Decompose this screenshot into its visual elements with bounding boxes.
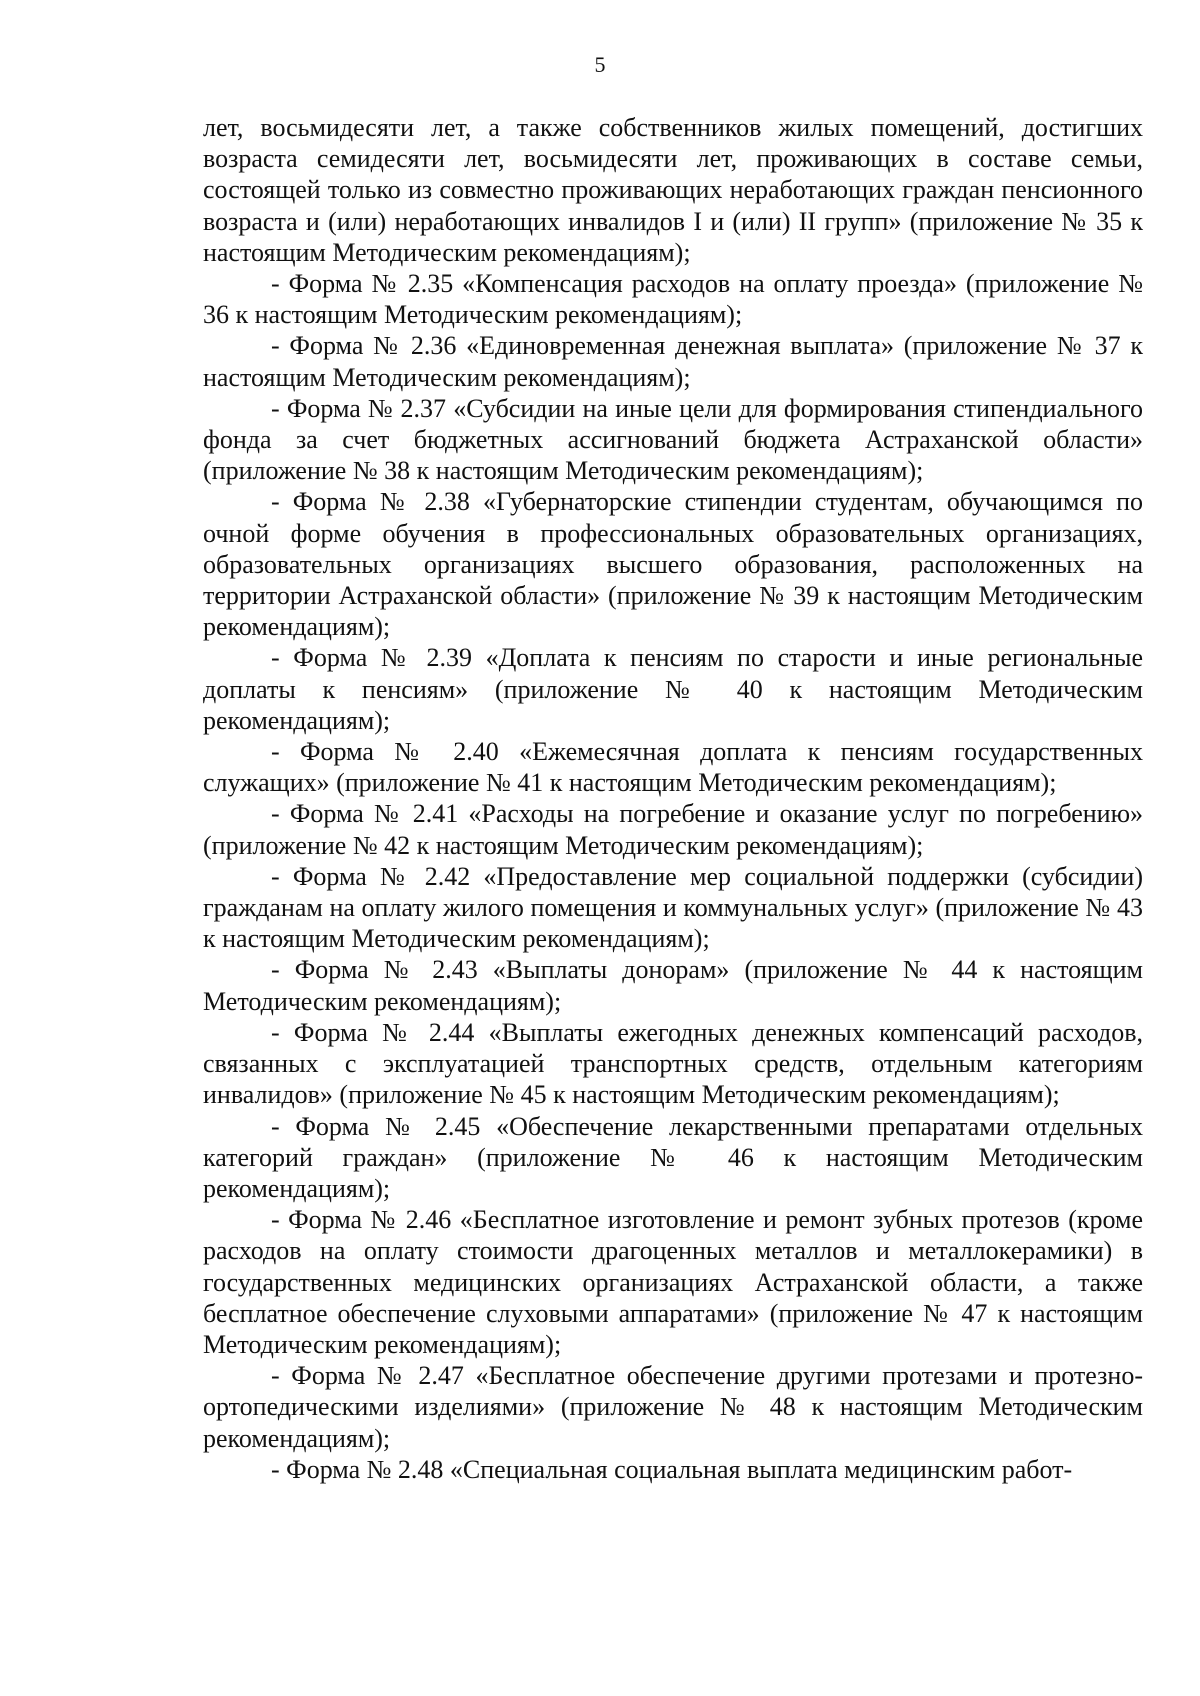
list-item-form-2-42: - Форма № 2.42 «Предоставление мер социальной поддержки (субсидии) гражданам на оплату жилого помещения и коммунальных услуг» (приложение № 43 к настоящим Методическим рекомендациям); [203, 861, 1143, 954]
list-item-form-2-43: - Форма № 2.43 «Выплаты донорам» (приложение № 44 к настоящим Методическим рекомендациям); [203, 955, 1143, 1016]
list-item-form-2-38: - Форма № 2.38 «Губернаторские стипендии студентам, обучающимся по очной форме обучения в профессиональных образовательных организациях, образовательных организациях высшего образования, расположенных на территории Астраханской области» (приложение № 39 к настоящим Методическим рекомендациям); [203, 487, 1143, 642]
paragraph-continuation: лет, восьмидесяти лет, а также собственников жилых помещений, достигших возраста семидесяти лет, восьмидесяти лет, проживающих в составе семьи, состоящей только из совместно проживающих неработающих граждан пенсионного возраста и (или) неработающих инвалидов I и (или) II групп» (приложение № 35 к настоящим Методическим рекомендациям); [203, 113, 1143, 267]
list-item-form-2-45: - Форма № 2.45 «Обеспечение лекарственными препаратами отдельных категорий граждан» (приложение № 46 к настоящим Методическим рекомендациям); [203, 1111, 1143, 1203]
list-item-form-2-47: - Форма № 2.47 «Бесплатное обеспечение другими протезами и протезно-ортопедическими изделиями» (приложение № 48 к настоящим Методическим рекомендациям); [203, 1361, 1143, 1453]
list-item-form-2-48: - Форма № 2.48 «Специальная социальная выплата медицинским работ- [271, 1454, 1073, 1484]
document-body [203, 112, 1143, 1485]
list-item-form-2-35: - Форма № 2.35 «Компенсация расходов на оплату проезда» (приложение № 36 к настоящим Методическим рекомендациям); [203, 269, 1143, 330]
list-item-form-2-36: - Форма № 2.36 «Единовременная денежная выплата» (приложение № 37 к настоящим Методическим рекомендациям); [203, 331, 1143, 392]
list-item-form-2-44: - Форма № 2.44 «Выплаты ежегодных денежных компенсаций расходов, связанных с эксплуатацией транспортных средств, отдельным категориям инвалидов» (приложение № 45 к настоящим Методическим рекомендациям); [203, 1017, 1143, 1110]
list-item-form-2-37: - Форма № 2.37 «Субсидии на иные цели для формирования стипендиального фонда за счет бюджетных ассигнований бюджета Астраханской области» (приложение № 38 к настоящим Методическим рекомендациям); [203, 393, 1143, 486]
list-item-form-2-39: - Форма № 2.39 «Доплата к пенсиям по старости и иные региональные доплаты к пенсиям» (приложение № 40 к настоящим Методическим рекомендациям); [203, 643, 1143, 735]
list-item-form-2-41: - Форма № 2.41 «Расходы на погребение и оказание услуг по погребению» (приложение № 42 к настоящим Методическим рекомендациям); [203, 799, 1143, 860]
list-item-form-2-40: - Форма № 2.40 «Ежемесячная доплата к пенсиям государственных служащих» (приложение № 41 к настоящим Методическим рекомендациям); [203, 737, 1143, 798]
page-number: 5 [594, 52, 606, 77]
list-item-form-2-46: - Форма № 2.46 «Бесплатное изготовление и ремонт зубных протезов (кроме расходов на оплату стоимости драгоценных металлов и металлокерамики) в государственных медицинских организациях Астраханской области, а также бесплатное обеспечение слуховыми аппаратами» (приложение № 47 к настоящим Методическим рекомендациям); [203, 1205, 1143, 1359]
